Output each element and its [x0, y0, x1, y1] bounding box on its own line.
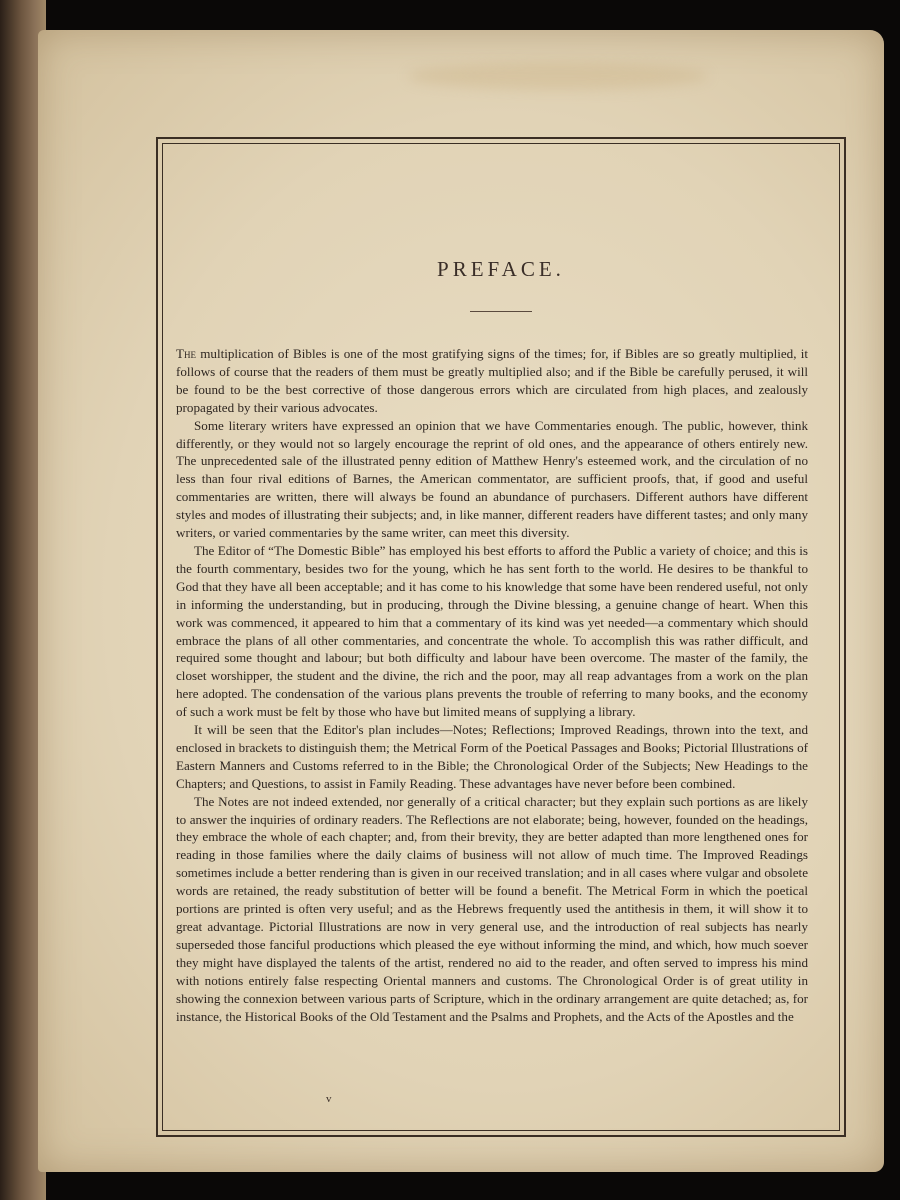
preface-body [176, 345, 808, 1025]
book-page [38, 30, 884, 1172]
title-rule [470, 311, 532, 312]
paragraph-5: The Notes are not indeed extended, nor generally of a critical character; but they explain such portions as are likely to answer the inquiries of ordinary readers. The Reflections are not elaborate; being, however, founded on the headings, they embrace the whole of each chapter; and, from their brevity, they are better adapted than more lengthened ones for reading in those families where the daily claims of business will not allow of much time. The Improved Readings sometimes include a better rendering than is given in our received translation; and in all cases where vulgar and obsolete words are retained, the ready substitution of better will be found a benefit. The Metrical Form in which the poetical portions are printed is often very useful; and as the Hebrews frequently used the antithesis in them, it will show it to great advantage. Pictorial Illustrations are now in very general use, and the introduction of real subjects has nearly superseded those fanciful productions which pleased the eye without informing the mind, and which, how much soever they might have displayed the talents of the artist, rendered no aid to the reader, and often served to impress his mind with notions entirely false respecting Oriental manners and customs. The Chronological Order is of great utility in showing the connexion between various parts of Scripture, which in the ordinary arrangement are quite detached; as, for instance, the Historical Books of the Old Testament and the Psalms and Prophets, and the Acts of the Apostles and the [176, 793, 808, 1024]
paragraph-3: The Editor of “The Domestic Bible” has employed his best efforts to afford the Public a variety of choice; and this is the fourth commentary, besides two for the young, which he has sent forth to the world. He desires to be thankful to God that they have all been acceptable; and it has come to his knowledge that some have been rendered useful, not only in informing the understanding, but in producing, through the Divine blessing, a genuine change of heart. When this work was commenced, it appeared to him that a commentary of its kind was yet needed—a commentary which should embrace the plans of all other commentaries, and concentrate the whole. To accomplish this was rather difficult, and required some thought and labour; but both difficulty and labour have been overcome. The master of the family, the closet worshipper, the student and the divine, the rich and the poor, may all reap advantages from a work on the plan here adopted. The condensation of the various plans prevents the trouble of referring to many books, and the economy of such a work must be felt by those who have but limited means of supplying a library. [176, 542, 808, 720]
page-border [156, 137, 846, 1137]
page-number: v [326, 1093, 332, 1105]
page-title: PREFACE. [437, 257, 565, 281]
paragraph-1 [176, 345, 808, 417]
drop-lead-word: The [176, 346, 196, 361]
paragraph-4: It will be seen that the Editor's plan includes—Notes; Reflections; Improved Readings, thrown into the text, and enclosed in brackets to distinguish them; the Metrical Form of the Poetical Passages and Books; Pictorial Illustrations of Eastern Manners and Customs referred to in the Bible; the Chronological Order of the Subjects; New Headings to the Chapters; and Questions, to assist in Family Reading. These advantages have never before been combined. [176, 722, 808, 791]
paper-stain [408, 62, 708, 90]
paragraph-2: Some literary writers have expressed an opinion that we have Commentaries enough. The public, however, think differently, or they would not so largely encourage the reprint of old ones, and the appearance of others entirely new. The unprecedented sale of the illustrated penny edition of Matthew Henry's esteemed work, and the circulation of no less than four rival editions of Barnes, the American commentator, are sufficient proofs, that, if good and useful commentaries are written, there will always be found an abundance of purchasers. Different authors have different styles and modes of illustrating their subjects; and, in like manner, different readers have different tastes; and only many writers, or varied commentaries by the same writer, can meet this diversity. [176, 417, 808, 541]
paragraph-text: multiplication of Bibles is one of the most gratifying signs of the times; for, if Bibles are so greatly multiplied, it follows of course that the readers of them must be greatly multiplied also; and if the Bible be carefully perused, it will be found to be the best corrective of those dangerous errors which are circulated from high places, and zealously propagated by their various advocates. [176, 346, 808, 415]
